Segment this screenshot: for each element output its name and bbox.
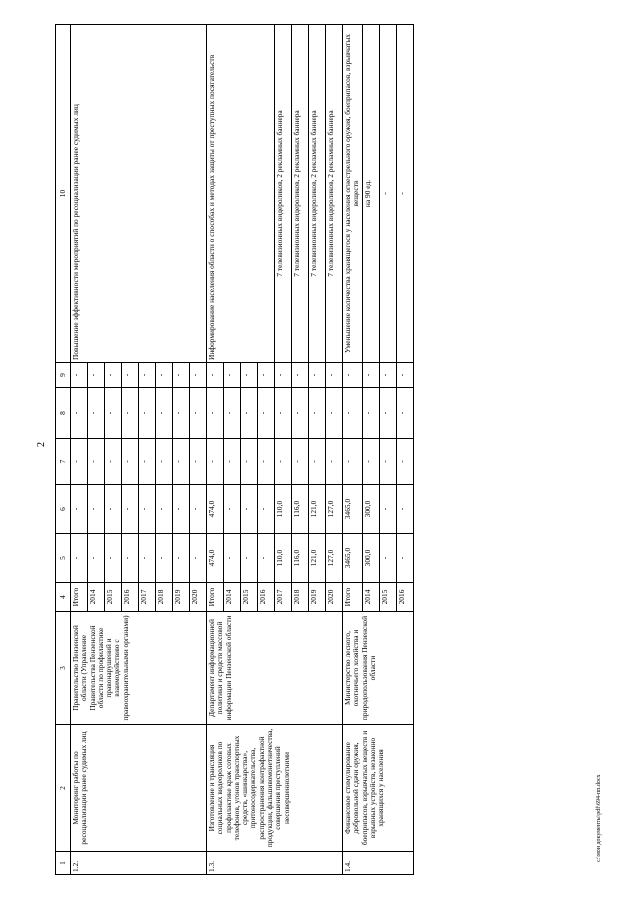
value-cell: - — [71, 363, 88, 388]
value-cell: - — [292, 439, 309, 485]
value-cell: - — [139, 534, 156, 583]
expected-result: - — [396, 25, 413, 363]
value-cell: - — [190, 485, 207, 534]
value-cell: - — [258, 534, 275, 583]
value-cell: - — [105, 388, 122, 439]
page-number: 2 — [36, 442, 47, 447]
value-cell: - — [156, 363, 173, 388]
value-cell: - — [241, 388, 258, 439]
value-cell: - — [326, 388, 343, 439]
year-cell: 2018 — [156, 583, 173, 612]
value-cell: - — [326, 439, 343, 485]
value-cell: - — [139, 485, 156, 534]
value-cell: - — [275, 363, 292, 388]
value-cell: - — [379, 534, 396, 583]
value-cell: 3465,0 — [343, 485, 363, 534]
value-cell: - — [105, 534, 122, 583]
value-cell: - — [156, 388, 173, 439]
activity-name: Финансовое стимулирование добровольной сдачи оружия, боеприпасов, взрывчатых веществ и взрывных устройств, незаконно хранящихся у населения — [343, 725, 414, 852]
year-cell: 2015 — [379, 583, 396, 612]
executor: Правительство Пензенской области (Управление Правительства Пензенской области по профилактике правонарушений и взаимодействию с правоохранительными органами) — [71, 612, 207, 725]
header-cell: 3 — [56, 612, 71, 725]
year-cell: 2016 — [122, 583, 139, 612]
value-cell: - — [190, 439, 207, 485]
table-row — [207, 25, 224, 875]
year-cell: 2017 — [139, 583, 156, 612]
value-cell: - — [71, 388, 88, 439]
value-cell: - — [71, 485, 88, 534]
value-cell: - — [362, 439, 379, 485]
expected-result: Уменьшение количества хранящегося у населения огнестрельного оружия, боеприпасов, взрывчатых веществ — [343, 25, 363, 363]
value-cell: 110,0 — [275, 485, 292, 534]
value-cell: 474,0 — [207, 485, 224, 534]
value-cell: - — [258, 363, 275, 388]
value-cell: - — [275, 388, 292, 439]
value-cell: - — [122, 388, 139, 439]
value-cell: 300,0 — [362, 485, 379, 534]
executor: Министерство лесного, охотничьего хозяйства и природопользования Пензенской области — [343, 612, 414, 725]
value-cell: - — [396, 485, 413, 534]
header-row — [56, 25, 71, 875]
year-cell: 2018 — [292, 583, 309, 612]
header-cell: 8 — [56, 388, 71, 439]
program-table — [55, 24, 414, 875]
item-number: 1.2. — [71, 852, 207, 875]
expected-result: на 90 ед. — [362, 25, 379, 363]
year-cell: 2015 — [105, 583, 122, 612]
value-cell: - — [362, 388, 379, 439]
expected-result: Повышение эффективности мероприятий по ресоциализации ранее судимых лиц — [71, 25, 207, 363]
value-cell: - — [173, 363, 190, 388]
year-cell: 2016 — [396, 583, 413, 612]
value-cell: - — [292, 363, 309, 388]
value-cell: - — [105, 363, 122, 388]
value-cell: - — [139, 388, 156, 439]
activity-name: Мониторинг работы по ресоциализации ранее судимых лиц — [71, 725, 207, 852]
value-cell: - — [88, 439, 105, 485]
value-cell: - — [309, 439, 326, 485]
value-cell: - — [379, 388, 396, 439]
activity-name: Изготовление и трансляция социальных видеороликов по профилактике краж сотовых телефонов, угонов транспортных средств, «шинкарства», притоносодержательства, распространения контрафактной продукции, фальшивомонетничества, совершения преступлений несовершеннолетними — [207, 725, 343, 852]
value-cell: - — [88, 388, 105, 439]
value-cell: - — [275, 439, 292, 485]
value-cell: - — [173, 534, 190, 583]
value-cell: - — [105, 485, 122, 534]
year-cell: 2016 — [258, 583, 275, 612]
value-cell: - — [122, 485, 139, 534]
value-cell: - — [122, 363, 139, 388]
footer-file-path: c:\мои документы\pdf\694-пп.docx — [596, 774, 602, 862]
year-cell: 2019 — [173, 583, 190, 612]
value-cell: 3465,0 — [343, 534, 363, 583]
year-cell: Итого — [71, 583, 88, 612]
value-cell: - — [224, 363, 241, 388]
value-cell: - — [224, 485, 241, 534]
year-cell: 2020 — [190, 583, 207, 612]
header-cell: 7 — [56, 439, 71, 485]
value-cell: 300,0 — [362, 534, 379, 583]
year-cell: 2015 — [241, 583, 258, 612]
value-cell: - — [309, 388, 326, 439]
value-cell: - — [258, 388, 275, 439]
value-cell: - — [343, 388, 363, 439]
value-cell: - — [258, 485, 275, 534]
expected-result: Информирование населения области о способах и методах защиты от преступных посягательств — [207, 25, 275, 363]
value-cell: - — [207, 363, 224, 388]
executor: Департамент информационной политики и средств массовой информации Пензенской области — [207, 612, 343, 725]
value-cell: - — [241, 534, 258, 583]
value-cell: - — [139, 439, 156, 485]
year-cell: Итого — [207, 583, 224, 612]
year-cell: 2014 — [362, 583, 379, 612]
value-cell: - — [396, 388, 413, 439]
value-cell: - — [173, 439, 190, 485]
value-cell: - — [241, 363, 258, 388]
value-cell: 110,0 — [275, 534, 292, 583]
value-cell: 121,0 — [309, 485, 326, 534]
header-cell: 2 — [56, 725, 71, 852]
value-cell: - — [362, 363, 379, 388]
value-cell: 116,0 — [292, 485, 309, 534]
value-cell: - — [292, 388, 309, 439]
value-cell: - — [156, 485, 173, 534]
value-cell: - — [396, 534, 413, 583]
header-cell: 1 — [56, 852, 71, 875]
item-number: 1.3. — [207, 852, 343, 875]
value-cell: - — [379, 363, 396, 388]
value-cell: - — [71, 534, 88, 583]
value-cell: - — [156, 439, 173, 485]
value-cell: - — [190, 363, 207, 388]
value-cell: - — [396, 439, 413, 485]
value-cell: 116,0 — [292, 534, 309, 583]
value-cell: - — [88, 485, 105, 534]
value-cell: - — [190, 388, 207, 439]
value-cell: - — [207, 439, 224, 485]
expected-result: - — [379, 25, 396, 363]
value-cell: - — [71, 439, 88, 485]
value-cell: - — [396, 363, 413, 388]
value-cell: - — [139, 363, 156, 388]
value-cell: 127,0 — [326, 485, 343, 534]
value-cell: - — [343, 439, 363, 485]
item-number: 1.4. — [343, 852, 414, 875]
value-cell: 121,0 — [309, 534, 326, 583]
value-cell: - — [224, 439, 241, 485]
value-cell: - — [224, 534, 241, 583]
value-cell: - — [326, 363, 343, 388]
year-cell: 2017 — [275, 583, 292, 612]
value-cell: - — [105, 439, 122, 485]
header-cell: 5 — [56, 534, 71, 583]
table-row — [343, 25, 363, 875]
value-cell: - — [156, 534, 173, 583]
value-cell: - — [258, 439, 275, 485]
year-cell: 2014 — [88, 583, 105, 612]
header-cell: 6 — [56, 485, 71, 534]
year-cell: Итого — [343, 583, 363, 612]
value-cell: - — [309, 363, 326, 388]
header-cell: 9 — [56, 363, 71, 388]
header-cell: 10 — [56, 25, 71, 363]
value-cell: - — [88, 363, 105, 388]
rotated-page — [55, 25, 585, 875]
value-cell: - — [379, 485, 396, 534]
year-cell: 2019 — [309, 583, 326, 612]
year-cell: 2014 — [224, 583, 241, 612]
value-cell: - — [190, 534, 207, 583]
value-cell: - — [122, 534, 139, 583]
value-cell: - — [173, 388, 190, 439]
value-cell: - — [343, 363, 363, 388]
value-cell: - — [207, 388, 224, 439]
value-cell: - — [173, 485, 190, 534]
expected-result: 7 телевизионных видероликов, 2 рекламных баннера — [326, 25, 343, 363]
year-cell: 2020 — [326, 583, 343, 612]
value-cell: - — [379, 439, 396, 485]
value-cell: 474,0 — [207, 534, 224, 583]
value-cell: 127,0 — [326, 534, 343, 583]
value-cell: - — [241, 439, 258, 485]
value-cell: - — [241, 485, 258, 534]
value-cell: - — [88, 534, 105, 583]
expected-result: 7 телевизионных видероликов, 2 рекламных баннера — [292, 25, 309, 363]
value-cell: - — [224, 388, 241, 439]
table-row — [71, 25, 88, 875]
expected-result: 7 телевизионных видероликов, 2 рекламных баннера — [275, 25, 292, 363]
expected-result: 7 телевизионных видероликов, 2 рекламных баннера — [309, 25, 326, 363]
value-cell: - — [122, 439, 139, 485]
header-cell: 4 — [56, 583, 71, 612]
